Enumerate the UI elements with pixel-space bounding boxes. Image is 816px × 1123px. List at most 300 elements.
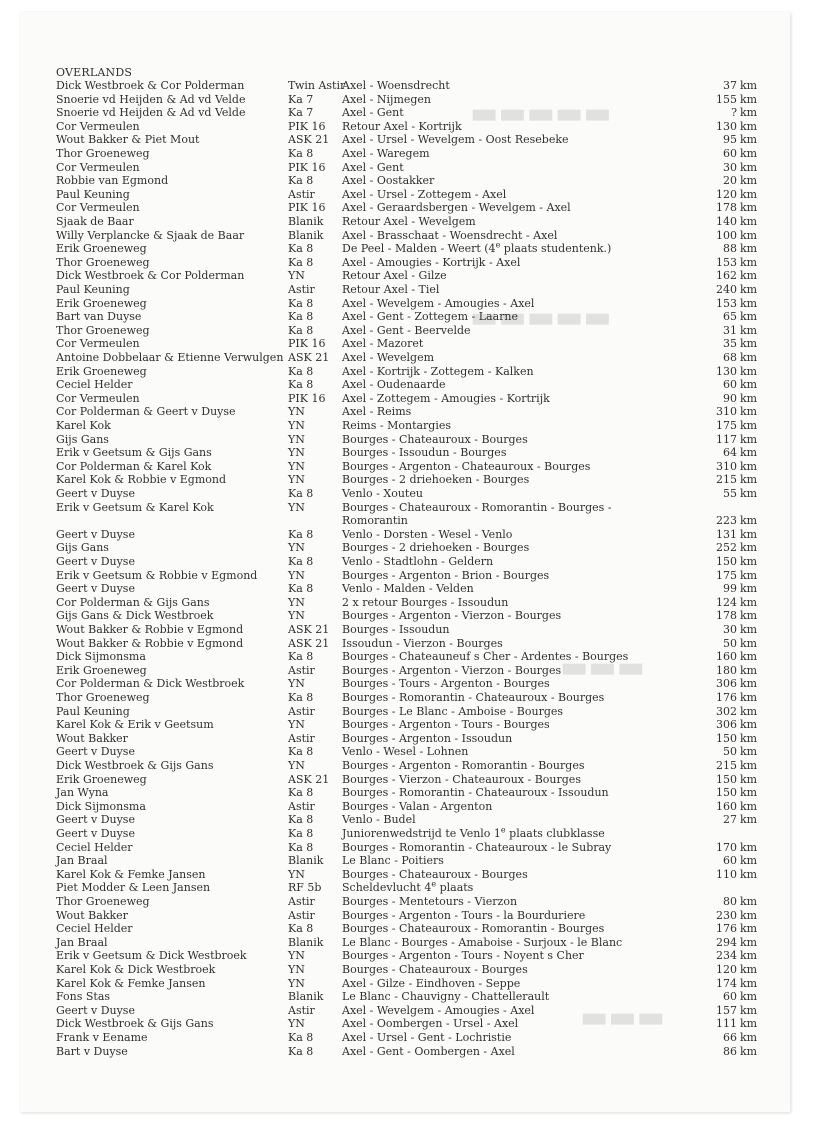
distance-value: 162 [716, 269, 737, 283]
route: Bourges - Vierzon - Chateauroux - Bourges [342, 772, 581, 786]
distance-unit: km [740, 473, 758, 487]
route: Bourges - Chateauroux - Romorantin - Bourges - [342, 500, 612, 514]
route: Retour Axel - Kortrijk [342, 119, 462, 133]
glider-type: ASK 21 [288, 772, 330, 786]
distance-unit: km [740, 867, 758, 881]
ordinal-suffix: e [495, 240, 501, 250]
pilot-names: Cor Vermeulen [56, 201, 140, 215]
glider-type: Ka 8 [288, 378, 314, 392]
glider-type: YN [288, 759, 305, 772]
pilot-names: Erik v Geetsum & Robbie v Egmond [56, 568, 258, 582]
distance-value: 150 [716, 731, 737, 745]
pilot-names: Bart v Duyse [56, 1044, 128, 1058]
route: Scheldevlucht 4e plaats [342, 879, 474, 895]
glider-type: Astir [288, 187, 315, 201]
distance-value: 27 [723, 813, 737, 827]
route: Axel - Gent - Zottegem - Laarne [342, 310, 518, 324]
pilot-names: Ceciel Helder [56, 840, 133, 854]
pilot-names: Erik Groeneweg [56, 772, 147, 786]
distance-unit: km [740, 922, 758, 936]
distance-unit: km [740, 799, 758, 813]
route: 2 x retour Bourges - Issoudun [342, 595, 509, 609]
distance-unit: km [740, 650, 758, 664]
route: Bourges - Tours - Argenton - Bourges [342, 677, 550, 691]
glider-type: Ka 8 [288, 323, 314, 337]
route: Reims - Montargies [342, 419, 452, 432]
pilot-names: Erik Groeneweg [56, 663, 147, 677]
glider-type: ASK 21 [288, 623, 330, 636]
pilot-names: Cor Polderman & Dick Westbroek [56, 677, 245, 691]
distance-unit: km [740, 174, 758, 188]
distance-value: 157 [716, 1003, 737, 1017]
route: Retour Axel - Gilze [342, 269, 447, 283]
distance-unit: km [740, 459, 758, 473]
distance-value: 223 [716, 514, 737, 528]
glider-type: Ka 8 [288, 147, 314, 160]
distance-unit: km [740, 976, 758, 990]
pilot-names: Paul Keuning [56, 283, 130, 296]
distance-unit: km [740, 446, 758, 460]
pilot-names: Jan Wyna [56, 786, 109, 800]
route: Axel - Wevelgem - Amougies - Axel [342, 296, 535, 310]
distance-value: ? [731, 106, 737, 120]
route: Bourges - Argenton - Tours - la Bourduriere [342, 908, 586, 922]
distance-unit: km [740, 133, 758, 147]
distance-value: 37 [723, 79, 737, 92]
route: Issoudun - Vierzon - Bourges [342, 636, 503, 650]
distance-unit: km [740, 935, 758, 949]
distance-unit: km [740, 1031, 758, 1044]
pilot-names: Dick Sijmonsma [56, 650, 146, 664]
distance-unit: km [740, 419, 758, 432]
glider-type: Twin Astir [288, 79, 346, 92]
glider-type: PIK 16 [288, 119, 326, 133]
pilot-names: Wout Bakker [56, 731, 128, 745]
pilot-names: Antoine Dobbelaar & Etienne Verwulgen [56, 351, 284, 364]
pilot-names: Erik Groeneweg [56, 296, 147, 310]
route: Bourges - Romorantin - Chateauroux - Bourges [342, 691, 605, 704]
pilot-names: Karel Kok & Femke Jansen [56, 867, 206, 881]
glider-type: YN [288, 432, 305, 446]
pilot-names: Willy Verplancke & Sjaak de Baar [56, 228, 245, 242]
pilot-names: Cor Polderman & Gijs Gans [56, 595, 210, 609]
route: Venlo - Dorsten - Wesel - Venlo [342, 527, 513, 541]
glider-type: Ka 8 [288, 813, 314, 827]
distance-unit: km [740, 636, 758, 650]
ordinal-suffix: e [500, 825, 506, 835]
distance-value: 150 [716, 772, 737, 786]
pilot-names: Erik v Geetsum & Gijs Gans [56, 446, 212, 460]
glider-type: Blanik [288, 228, 324, 242]
pilot-names: Ceciel Helder [56, 378, 133, 392]
distance-unit: km [740, 949, 758, 963]
route: Bourges - Chateauroux - Bourges [342, 963, 528, 976]
distance-unit: km [740, 432, 758, 446]
glider-type: Ka 8 [288, 242, 314, 256]
distance-unit: km [740, 187, 758, 201]
route: Venlo - Stadtlohn - Geldern [342, 555, 494, 568]
distance-value: 240 [716, 283, 737, 296]
route: Axel - Wevelgem [342, 351, 435, 364]
pilot-names: Dick Westbroek & Cor Polderman [56, 269, 245, 283]
distance-value: 178 [716, 609, 737, 623]
route: Retour Axel - Tiel [342, 283, 440, 296]
route: Bourges - 2 driehoeken - Bourges [342, 473, 530, 487]
route: Axel - Geraardsbergen - Wevelgem - Axel [342, 201, 571, 215]
route: Axel - Wevelgem - Amougies - Axel [342, 1003, 535, 1017]
distance-unit: km [740, 296, 758, 310]
route: Bourges - Le Blanc - Amboise - Bourges [342, 704, 564, 718]
route: Axel - Zottegem - Amougies - Kortrijk [342, 391, 550, 405]
glider-type: Astir [288, 663, 315, 677]
glider-type: YN [288, 473, 305, 487]
route: Axel - Gilze - Eindhoven - Seppe [342, 976, 521, 990]
pilot-names: Dick Sijmonsma [56, 799, 146, 813]
pilot-names: Thor Groeneweg [56, 323, 150, 337]
distance-value: 68 [723, 351, 737, 364]
distance-unit: km [740, 242, 758, 256]
pilot-names: Geert v Duyse [56, 527, 135, 541]
distance-unit: km [740, 731, 758, 745]
distance-unit: km [740, 990, 758, 1004]
distance-value: 302 [716, 704, 737, 718]
distance-unit: km [740, 310, 758, 324]
pilot-names: Erik Groeneweg [56, 242, 147, 256]
distance-unit: km [740, 364, 758, 378]
distance-value: 90 [723, 391, 737, 405]
distance-value: 99 [723, 582, 737, 596]
pilot-names: Karel Kok & Erik v Geetsum [56, 718, 214, 732]
pilot-names: Dick Westbroek & Gijs Gans [56, 1017, 214, 1031]
route: Bourges - Argenton - Romorantin - Bourges [342, 759, 585, 772]
distance-value: 234 [716, 949, 737, 963]
distance-value: 60 [723, 990, 737, 1004]
pilot-names: Dick Westbroek & Gijs Gans [56, 759, 214, 772]
glider-type: Ka 8 [288, 527, 314, 541]
pilot-names: Karel Kok & Robbie v Egmond [56, 473, 227, 487]
show-through-mark: ▬▬▬ [560, 650, 646, 685]
pilot-names: Wout Bakker & Robbie v Egmond [56, 623, 244, 636]
route: Axel - Gent [342, 160, 404, 174]
distance-unit: km [740, 663, 758, 677]
pilot-names: Geert v Duyse [56, 555, 135, 568]
distance-unit: km [740, 255, 758, 269]
glider-type: Ka 8 [288, 364, 314, 378]
pilot-names: Paul Keuning [56, 704, 130, 718]
distance-unit: km [740, 840, 758, 854]
route: Bourges - Argenton - Vierzon - Bourges [342, 663, 562, 677]
distance-unit: km [740, 323, 758, 337]
distance-unit: km [740, 201, 758, 215]
glider-type: Ka 8 [288, 786, 314, 800]
distance-value: 150 [716, 786, 737, 800]
distance-value: 60 [723, 378, 737, 392]
route: Axel - Waregem [342, 147, 430, 160]
pilot-names: Gijs Gans [56, 541, 109, 555]
pilot-names: Geert v Duyse [56, 827, 135, 840]
glider-type: Ka 8 [288, 745, 314, 759]
distance-unit: km [740, 623, 758, 636]
route-continuation: plaats clubklasse [505, 827, 605, 840]
glider-type: Astir [288, 908, 315, 922]
distance-value: 131 [716, 527, 737, 541]
glider-type: Ka 8 [288, 1031, 314, 1044]
route: Venlo - Budel [342, 813, 416, 827]
distance-value: 60 [723, 854, 737, 868]
route: Juniorenwedstrijd te Venlo 1e plaats clubklasse [342, 825, 605, 840]
distance-unit: km [740, 337, 758, 351]
distance-value: 130 [716, 119, 737, 133]
distance-unit: km [740, 582, 758, 596]
route-continuation: plaats studentenk.) [500, 242, 612, 256]
distance-value: 30 [723, 160, 737, 174]
show-through-mark: ▬▬▬▬▬ [470, 96, 612, 131]
distance-value: 110 [716, 867, 737, 881]
distance-value: 155 [716, 92, 737, 106]
pilot-names: Erik v Geetsum & Dick Westbroek [56, 949, 247, 963]
pilot-names: Frank v Eename [56, 1031, 148, 1044]
pilot-names: Gijs Gans [56, 432, 109, 446]
route: Bourges - Argenton - Brion - Bourges [342, 568, 550, 582]
distance-value: 50 [723, 636, 737, 650]
glider-type: Ka 8 [288, 582, 314, 596]
route: Axel - Oombergen - Ursel - Axel [342, 1017, 519, 1031]
glider-type: YN [288, 609, 305, 623]
distance-unit: km [740, 228, 758, 242]
glider-type: Astir [288, 1003, 315, 1017]
distance-unit: km [740, 786, 758, 800]
distance-value: 230 [716, 908, 737, 922]
pilot-names: Karel Kok & Femke Jansen [56, 976, 206, 990]
distance-value: 140 [716, 215, 737, 228]
distance-value: 80 [723, 895, 737, 908]
glider-type: Ka 8 [288, 840, 314, 854]
distance-value: 310 [716, 459, 737, 473]
distance-unit: km [740, 854, 758, 868]
distance-unit: km [740, 745, 758, 759]
route: Bourges - Argenton - Tours - Noyent s Cher [342, 949, 584, 963]
route: Axel - Mazoret [342, 337, 424, 351]
pilot-names: Erik Groeneweg [56, 364, 147, 378]
route: Axel - Gent - Oombergen - Axel [342, 1044, 515, 1058]
distance-unit: km [740, 609, 758, 623]
route: Axel - Nijmegen [342, 92, 432, 106]
distance-value: 20 [723, 174, 737, 188]
glider-type: Ka 8 [288, 827, 314, 840]
route: Venlo - Wesel - Lohnen [342, 745, 469, 759]
glider-type: Ka 7 [288, 92, 314, 106]
show-through-mark: ▬▬▬ [580, 1000, 666, 1035]
pilot-names: Bart van Duyse [56, 310, 142, 324]
pilot-names: Ceciel Helder [56, 922, 133, 936]
distance-value: 176 [716, 691, 737, 704]
distance-value: 175 [716, 419, 737, 432]
distance-unit: km [740, 772, 758, 786]
route: Le Blanc - Poitiers [342, 854, 444, 868]
distance-unit: km [740, 963, 758, 976]
glider-type: YN [288, 976, 305, 990]
route: Axel - Kortrijk - Zottegem - Kalken [342, 364, 534, 378]
glider-type: YN [288, 500, 305, 514]
pilot-names: Jan Braal [56, 935, 108, 949]
glider-type: Ka 8 [288, 174, 314, 188]
distance-value: 160 [716, 650, 737, 664]
route: Axel - Ursel - Wevelgem - Oost Resebeke [342, 133, 569, 147]
distance-unit: km [740, 895, 758, 908]
pilot-names: Wout Bakker & Robbie v Egmond [56, 636, 244, 650]
glider-type: Astir [288, 895, 315, 908]
distance-value: 30 [723, 623, 737, 636]
distance-unit: km [740, 691, 758, 704]
glider-type: Ka 7 [288, 106, 314, 120]
glider-type: ASK 21 [288, 351, 330, 364]
distance-unit: km [740, 677, 758, 691]
distance-value: 88 [723, 242, 737, 256]
distance-unit: km [740, 269, 758, 283]
glider-type: YN [288, 541, 305, 555]
glider-type: Ka 8 [288, 650, 314, 664]
distance-unit: km [740, 351, 758, 364]
distance-value: 64 [723, 446, 737, 460]
pilot-names: Cor Vermeulen [56, 337, 140, 351]
glider-type: Ka 8 [288, 691, 314, 704]
route: Bourges - Romorantin - Chateauroux - le Subray [342, 840, 612, 854]
pilot-names: Cor Vermeulen [56, 391, 140, 405]
glider-type: Ka 8 [288, 310, 314, 324]
pilot-names: Thor Groeneweg [56, 147, 150, 160]
route: Axel - Oudenaarde [342, 378, 446, 392]
route: Axel - Ursel - Zottegem - Axel [342, 187, 507, 201]
distance-value: 111 [716, 1017, 737, 1031]
distance-value: 174 [716, 976, 737, 990]
distance-unit: km [740, 391, 758, 405]
glider-type: Blanik [288, 935, 324, 949]
route: Bourges - Argenton - Vierzon - Bourges [342, 609, 562, 623]
route: Venlo - Xouteu [342, 487, 423, 500]
distance-unit: km [740, 908, 758, 922]
distance-unit: km [740, 79, 758, 92]
pilot-names: Cor Vermeulen [56, 119, 140, 133]
distance-unit: km [740, 718, 758, 732]
route: Axel - Oostakker [342, 174, 435, 188]
pilot-names: Robbie van Egmond [56, 174, 169, 188]
glider-type: ASK 21 [288, 636, 330, 650]
route: Bourges - 2 driehoeken - Bourges [342, 541, 530, 555]
route: Retour Axel - Wevelgem [342, 215, 476, 228]
route: Bourges - Argenton - Chateauroux - Bourges [342, 459, 591, 473]
route: Bourges - Chateauneuf s Cher - Ardentes - Bourges [342, 650, 629, 664]
glider-type: PIK 16 [288, 201, 326, 215]
distance-value: 117 [716, 432, 737, 446]
route: Bourges - Chateauroux - Romorantin - Bourges [342, 922, 605, 936]
distance-value: 35 [723, 337, 737, 351]
route: Bourges - Romorantin - Chateauroux - Issoudun [342, 786, 609, 800]
route: Bourges - Valan - Argenton [342, 799, 493, 813]
glider-type: YN [288, 568, 305, 582]
route: Bourges - Argenton - Issoudun [342, 731, 513, 745]
distance-unit: km [740, 215, 758, 228]
glider-type: YN [288, 405, 305, 419]
route-continuation: plaats [436, 881, 474, 895]
distance-value: 31 [723, 323, 737, 337]
pilot-names: Sjaak de Baar [56, 215, 134, 228]
glider-type: ASK 21 [288, 133, 330, 147]
distance-value: 310 [716, 405, 737, 419]
pilot-names: Geert v Duyse [56, 582, 135, 596]
route: Bourges - Argenton - Tours - Bourges [342, 718, 550, 732]
route: Bourges - Issoudun [342, 623, 450, 636]
pilot-names: Cor Polderman & Karel Kok [56, 459, 212, 473]
distance-unit: km [740, 119, 758, 133]
glider-type: PIK 16 [288, 160, 326, 174]
glider-type: Ka 8 [288, 1044, 314, 1058]
pilot-names: Erik v Geetsum & Karel Kok [56, 500, 214, 514]
distance-value: 60 [723, 147, 737, 160]
pilot-names: Geert v Duyse [56, 813, 135, 827]
distance-value: 306 [716, 718, 737, 732]
route: Bourges - Chateauroux - Bourges [342, 867, 528, 881]
distance-unit: km [740, 160, 758, 174]
distance-value: 153 [716, 296, 737, 310]
distance-value: 150 [716, 555, 737, 568]
pilot-names: Snoerie vd Heijden & Ad vd Velde [56, 92, 246, 106]
distance-value: 215 [716, 759, 737, 772]
distance-value: 180 [716, 663, 737, 677]
glider-type: YN [288, 677, 305, 691]
pilot-names: Thor Groeneweg [56, 255, 150, 269]
glider-type: Astir [288, 731, 315, 745]
distance-unit: km [740, 92, 758, 106]
distance-value: 153 [716, 255, 737, 269]
distance-value: 124 [716, 595, 737, 609]
route: Le Blanc - Chauvigny - Chattellerault [342, 990, 550, 1004]
pilot-names: Jan Braal [56, 854, 108, 868]
glider-type: Blanik [288, 990, 324, 1004]
pilot-names: Snoerie vd Heijden & Ad vd Velde [56, 106, 246, 120]
pilot-names: Cor Vermeulen [56, 160, 140, 174]
route: De Peel - Malden - Weert (4e plaats studentenk.) [342, 240, 612, 256]
section-heading: OVERLANDS [56, 66, 133, 79]
route: Bourges - Chateauroux - Bourges [342, 432, 528, 446]
route: Le Blanc - Bourges - Amaboise - Surjoux - le Blanc [342, 935, 623, 949]
distance-value: 176 [716, 922, 737, 936]
pilot-names: Gijs Gans & Dick Westbroek [56, 609, 214, 623]
route: Romorantin [342, 514, 408, 528]
glider-type: YN [288, 595, 305, 609]
glider-type: Ka 8 [288, 922, 314, 936]
glider-type: YN [288, 1017, 305, 1031]
distance-value: 65 [723, 310, 737, 324]
route: Bourges - Issoudun - Bourges [342, 446, 507, 460]
distance-value: 86 [723, 1044, 737, 1058]
ordinal-suffix: e [431, 879, 437, 889]
pilot-names: Geert v Duyse [56, 487, 135, 500]
distance-unit: km [740, 704, 758, 718]
distance-unit: km [740, 283, 758, 296]
glider-type: YN [288, 718, 305, 732]
glider-type: Astir [288, 704, 315, 718]
glider-type: Astir [288, 283, 315, 296]
distance-value: 170 [716, 840, 737, 854]
pilot-names: Piet Modder & Leen Jansen [56, 881, 211, 895]
route: Axel - Brasschaat - Woensdrecht - Axel [342, 228, 558, 242]
distance-value: 50 [723, 745, 737, 759]
distance-value: 130 [716, 364, 737, 378]
pilot-names: Thor Groeneweg [56, 691, 150, 704]
distance-value: 175 [716, 568, 737, 582]
distance-unit: km [740, 759, 758, 772]
glider-type: Ka 8 [288, 296, 314, 310]
